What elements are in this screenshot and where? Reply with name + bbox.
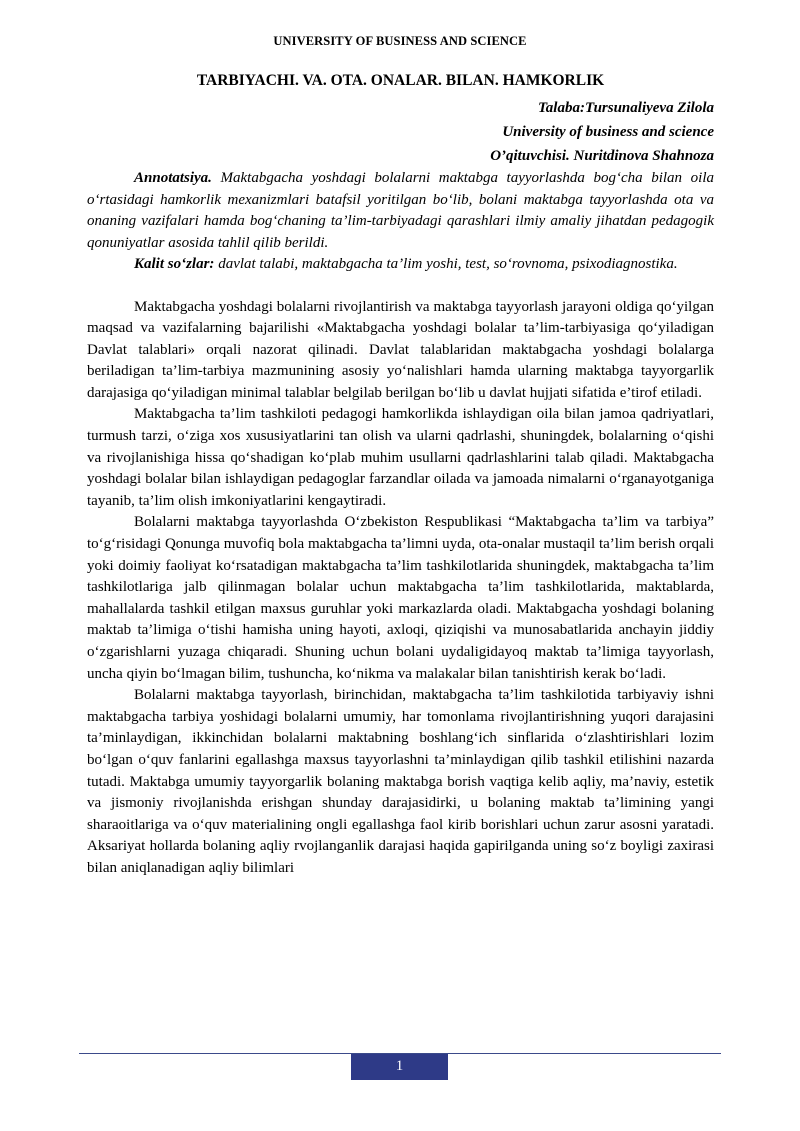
body-text — [87, 297, 714, 880]
page-number: 1 — [351, 1054, 448, 1080]
author-name: Talaba:Tursunaliyeva Zilola — [538, 100, 714, 116]
running-header: UNIVERSITY OF BUSINESS AND SCIENCE — [273, 34, 527, 48]
affiliation: University of business and science — [502, 124, 714, 140]
paper-title: TARBIYACHI. VA. OTA. ONALAR. BILAN. HAMKORLIK — [196, 72, 605, 89]
supervisor: O’qituvchisi. Nuritdinova Shahnoza — [490, 148, 714, 164]
paragraph: Maktabgacha ta’lim tashkiloti pedagogi hamkorlikda ishlaydigan oila bilan jamoa qadriyatlari, turmush tarzi, o‘ziga xos xususiyatlarini tan olish va ularni qadrlashi, shuningdek, bolalarning o‘qishi va rivojlanishiga hissa qo‘shadigan ko‘plab muhim usullarni qadrlashlarini talab qiladi. Maktabgacha yoshdagi bolalar bilan ishlaydigan pedagoglar farzandlar oilada va jamoada nimalarni o‘rganayotganiga tayanib, ta’lim olish imkoniyatlarini kengaytiradi. — [87, 406, 714, 509]
keywords-text: davlat talabi, maktabgacha ta’lim yoshi, test, so‘rovnoma, psixodiagnostika. — [214, 256, 678, 272]
keywords — [87, 254, 714, 276]
keywords-label: Kalit so‘zlar: — [134, 256, 215, 272]
abstract — [87, 168, 714, 254]
abstract-text: Maktabgacha yoshdagi bolalarni maktabga tayyorlashda bog‘cha bilan oila o‘rtasidagi hamkorlik mexanizmlari batafsil yoritilgan bo‘lib, bolani maktabga tayyorlashda ota va onaning vazifalari hamda bog‘chaning ta’lim-tarbiyadagi qarashlari ilmiy amaliy jihatdan pedagogik qonuniyatlar asosida tahlil qilib berildi. — [87, 170, 714, 251]
paragraph: Bolalarni maktabga tayyorlashda O‘zbekiston Respublikasi “Maktabgacha ta’lim va tarbiya” to‘g‘risidagi Qonunga muvofiq bola maktabgacha ta’limni uyda, ota-onalar mustaqil ta’lim berish orqali yoki doimiy faoliyat ko‘rsatadigan maktabgacha ta’lim tashkilotlarida shuningdek, maktabgacha ta’lim tashkilotlariga jalb qilinmagan bolalar uchun maktabgacha ta’lim tashkilotlarida, maktablarda, mahallalarda tashkil etilgan maxsus guruhlar yoki markazlarda oladi. Maktabgacha yoshdagi bolaning maktab ta’limiga o‘tishi hamisha uning hayoti, axloqi, qiziqishi va munosabatlarida anchayin jiddiy o‘zgarishlarni yuzaga chiqaradi. Shuning uchun bolani uydaligidayoq maktab ta’limiga tayyorlash, uncha qiyin bo‘lmagan bilim, tushuncha, ko‘nikma va malakalar bilan tanishtirish kerak bo‘ladi. — [87, 514, 714, 682]
abstract-label: Annotatsiya. — [134, 170, 212, 186]
paragraph: Bolalarni maktabga tayyorlash, birinchidan, maktabgacha ta’lim tashkilotida tarbiyaviy ishni maktabgacha tarbiya yoshidagi bolalarni umumiy, har tomonlama rivojlantirishning yuqori darajasini ta’minlaydigan, ikkinchidan bolalarni maktabning boshlang‘ich sinflarida o‘zlashtirishlari lozim bo‘lgan o‘quv fanlarini egallashga maxsus tayyorlashni ta’minlaydigan qilib tashkil etilishini nazarda tutadi. Maktabga umumiy tayyorgarlik bolaning maktabga borish vaqtiga kelib aqliy, ma’naviy, estetik va jismoniy rivojlanishda erishgan shunday darajasidirki, u bolaning maktab ta’limining yangi sharaoitlariga va o‘quv materialining ongli egallashga faol kirib borishlari uchun zarur asosni yaratadi. Aksariyat hollarda bolaning aqliy rvojlanganlik darajasi haqida gapirilganda uning so‘z boyligi zaxirasi bilan aniqlanadigan aqliy bilimlari — [87, 687, 714, 876]
paragraph: Maktabgacha yoshdagi bolalarni rivojlantirish va maktabga tayyorlash jarayoni oldiga qo‘yilgan maqsad va vazifalarning bajarilishi «Maktabgacha yoshdagi bolalar ta’lim-tarbiyasiga qo‘yiladigan Davlat talablari» orqali nazorat qilinadi. Davlat talablaridan maktabgacha yoshdagi bolalarga beriladigan ta’lim-tarbiya mazmunining asosiy yo‘nalishlari hamda ularning maktabga tayyorgarlik darajasiga qo‘yiladigan minimal talablar belgilab berilgan bo‘lib u davlat hujjati sifatida e’tirof etiladi. — [87, 298, 714, 401]
author-block — [87, 96, 714, 168]
page-content — [87, 70, 714, 880]
